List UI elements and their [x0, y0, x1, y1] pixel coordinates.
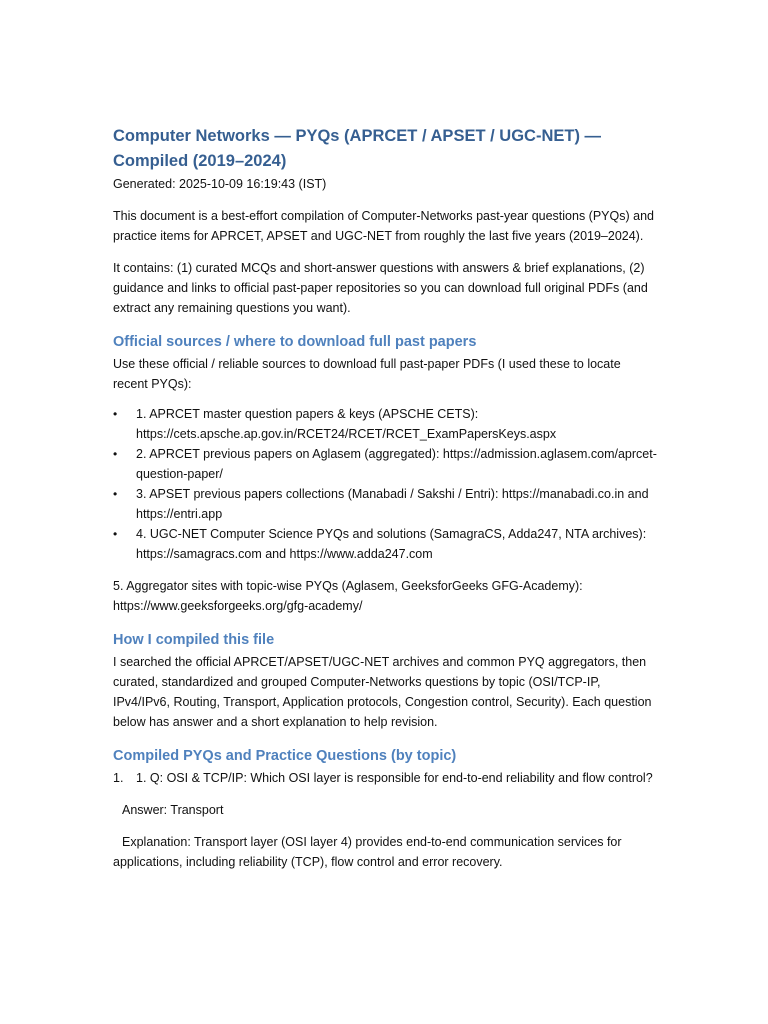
generated-timestamp: Generated: 2025-10-09 16:19:43 (IST) — [113, 177, 327, 191]
bullet-icon: • — [113, 447, 118, 461]
question-number: 1. — [113, 771, 124, 785]
list-item — [113, 444, 658, 484]
question-text: 1. Q: OSI & TCP/IP: Which OSI layer is responsible for end-to-end reliability and flow control? — [136, 771, 653, 785]
source-item-text: 2. APRCET previous papers on Aglasem (aggregated): https://admission.aglasem.com/aprcet-question-paper/ — [136, 447, 657, 481]
sources-list — [113, 404, 658, 564]
answer-text: Answer: Transport — [122, 803, 224, 817]
intro-paragraph-1: This document is a best-effort compilation of Computer-Networks past-year questions (PYQs) and practice items for APRCET, APSET and UGC-NET from roughly the last five years (2019–2024). — [113, 209, 654, 243]
list-item — [113, 768, 658, 788]
questions-heading: Compiled PYQs and Practice Questions (by topic) — [113, 748, 457, 764]
method-heading: How I compiled this file — [113, 632, 275, 648]
bullet-icon: • — [113, 527, 118, 541]
document-title: Computer Networks — PYQs (APRCET / APSET / UGC-NET) — Compiled (2019–2024) — [113, 127, 602, 170]
source-item-text: 4. UGC-NET Computer Science PYQs and solutions (SamagraCS, Adda247, NTA archives): https://samagracs.com and https://www.adda247.com — [136, 527, 647, 561]
source-item-text: 1. APRCET master question papers & keys (APSCHE CETS): https://cets.apsche.ap.gov.in/RCET24/RCET/RCET_ExamPapersKeys.aspx — [136, 407, 557, 441]
intro-paragraph-2: It contains: (1) curated MCQs and short-answer questions with answers & brief explanations, (2) guidance and links to official past-paper repositories so you can download full original PDFs (and extract any remaining questions you want). — [113, 261, 648, 315]
questions-list — [113, 768, 658, 788]
list-item — [113, 484, 658, 524]
explanation-text: Explanation: Transport layer (OSI layer 4) provides end-to-end communication services for applications, including reliability (TCP), flow control and error recovery. — [113, 835, 622, 869]
aggregator-paragraph: 5. Aggregator sites with topic-wise PYQs (Aglasem, GeeksforGeeks GFG-Academy): https://www.geeksforgeeks.org/gfg-academy/ — [113, 579, 583, 613]
method-paragraph: I searched the official APRCET/APSET/UGC-NET archives and common PYQ aggregators, then curated, standardized and grouped Computer-Networks questions by topic (OSI/TCP-IP, IPv4/IPv6, Routing, Transport, Application protocols, Congestion control, Security). Each question below has answer and a short explanation to help revision. — [113, 655, 652, 729]
bullet-icon: • — [113, 407, 118, 421]
sources-intro: Use these official / reliable sources to download full past-paper PDFs (I used these to locate recent PYQs): — [113, 357, 621, 391]
list-item — [113, 524, 658, 564]
sources-heading: Official sources / where to download full past papers — [113, 334, 477, 350]
bullet-icon: • — [113, 487, 118, 501]
list-item — [113, 404, 658, 444]
source-item-text: 3. APSET previous papers collections (Manabadi / Sakshi / Entri): https://manabadi.co.in and https://entri.app — [136, 487, 649, 521]
